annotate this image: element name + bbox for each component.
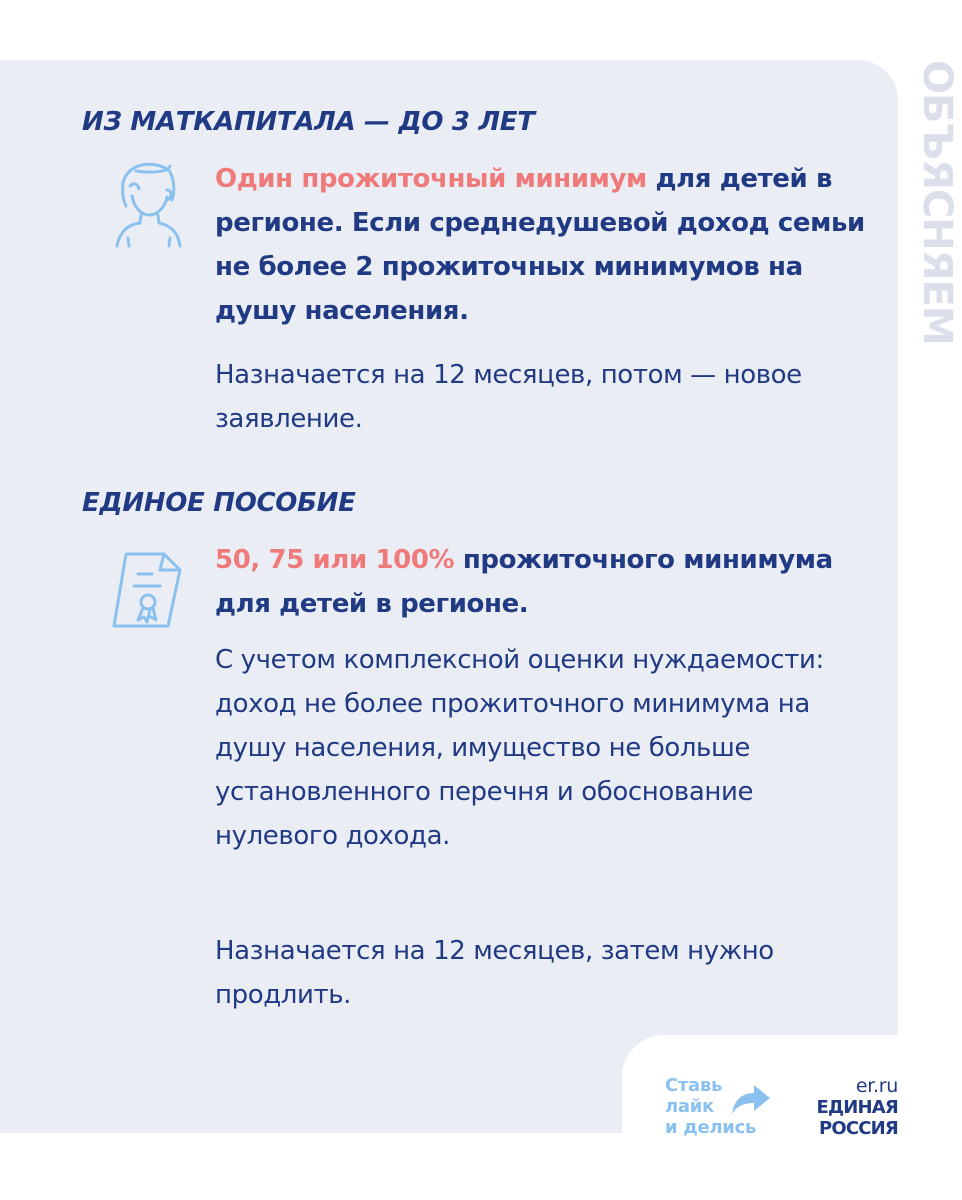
logo-line: ЕДИНАЯ <box>816 1097 898 1118</box>
site-link[interactable]: er.ru <box>855 1075 898 1097</box>
lead-highlight: 50, 75 или 100% <box>215 545 455 575</box>
section-heading-matcapital: ИЗ МАТКАПИТАЛА — ДО 3 ЛЕТ <box>82 107 535 137</box>
share-line: лайк <box>665 1096 714 1117</box>
section-note-unified-benefit: Назначается на 12 месяцев, затем нужно продлить. <box>215 936 774 1010</box>
lead-text: для детей в регионе. Если среднедушевой доход семьи не более 2 прожиточных минимумов на душу населения. <box>215 164 865 326</box>
section-lead-matcapital <box>215 157 865 333</box>
lead-text: прожиточного минимума для детей в регионе. <box>215 545 833 619</box>
share-line: Ставь <box>665 1075 723 1096</box>
share-arrow-icon[interactable] <box>730 1082 772 1116</box>
section-note-matcapital: Назначается на 12 месяцев, потом — новое заявление. <box>215 360 802 434</box>
logo-line: РОССИЯ <box>818 1118 898 1139</box>
section-lead-unified-benefit <box>215 538 865 626</box>
side-label <box>914 60 962 430</box>
lead-highlight: Один прожиточный минимум <box>215 164 647 194</box>
share-line: и делись <box>665 1117 757 1138</box>
party-logo <box>800 1097 898 1139</box>
section-conditions-unified-benefit: С учетом комплексной оценки нуждаемости: доход не более прожиточного минимума на душу населения, имущество не больше установленного перечня и обоснование нулевого дохода. <box>215 645 824 851</box>
certificate-icon <box>110 550 184 630</box>
child-icon <box>108 160 188 252</box>
side-label-text: ОБЪЯСНЯЕМ <box>914 60 960 345</box>
section-heading-unified-benefit: ЕДИНОЕ ПОСОБИЕ <box>82 488 356 518</box>
